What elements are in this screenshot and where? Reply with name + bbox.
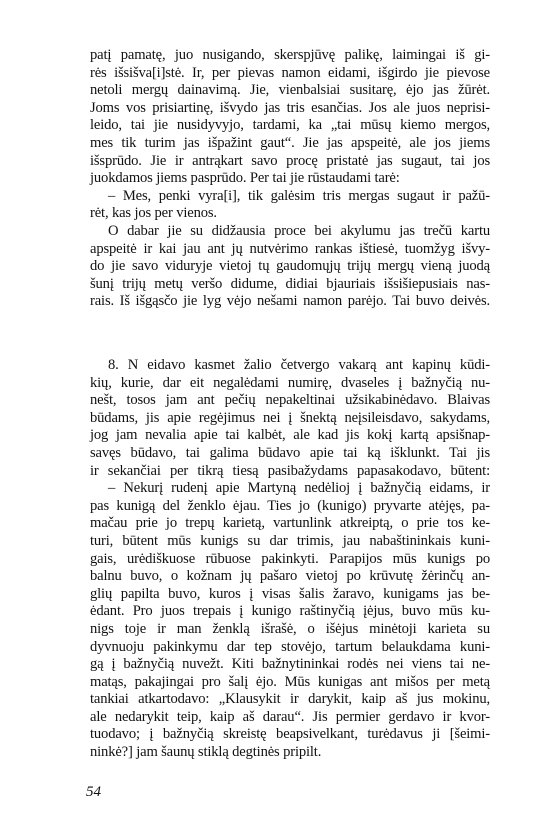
text-line: ninkė?] jam šaunų stiklą degtinės pripilt. xyxy=(90,744,322,761)
text-line: nigs toje ir man ženklą išrašė, o išėjus minėtoji karieta su xyxy=(90,620,490,637)
page-number: 54 xyxy=(86,784,101,800)
paragraph xyxy=(90,47,490,188)
text-line: išsprūdo. Jie ir antrąkart savo procę pristatė jas sugaut, tai jos xyxy=(90,152,490,169)
text-section-1 xyxy=(90,47,490,311)
text-line: ėdant. Pro juos trepais į kunigo raštinyčią įėjus, buvo mūs ku- xyxy=(90,603,490,620)
text-line: tuodavo; į bažnyčią skreistę beapsivelkant, turėdavus ji [šeimi- xyxy=(90,726,490,743)
text-line: – Mes, penki vyra[i], tik galėsim tris mergas sugaut ir pažū- xyxy=(108,187,490,204)
text-line: rėt, kas jos per vienos. xyxy=(90,205,217,222)
text-line: leido, tai jie nusidyvyjo, tardami, ka „tai mūsų kiemo mergos, xyxy=(90,117,490,134)
text-line: tankiai atkartodavo: „Klausykit ir darykit, kaip aš jus mokinu, xyxy=(90,691,490,708)
text-line: jog jam nevalia apie tai kalbėt, ale kad jis kokį kartą apsišnap- xyxy=(90,427,490,444)
text-line: matąs, pakajingai pro šalį ėjo. Mūs kunigas ant mišos per metą xyxy=(90,673,490,690)
text-line: mes tik turim jas išpažint gaut“. Jie jas apspeitė, ale jos jiems xyxy=(90,134,490,151)
text-section-2 xyxy=(90,357,490,762)
text-line: ale nedarykit teip, kaip aš darau“. Jis permier gerdavo ir kvor- xyxy=(90,708,490,725)
text-line: gais, urėdiškuose rūbuose pakinkyti. Parapijos mūs kunigs po xyxy=(90,550,490,567)
text-line: pas kunigą del ženklo ėjau. Ties jo (kunigo) pryvarte atėjęs, pa- xyxy=(90,497,490,514)
text-line: mačau prie jo trepų karietą, vartunlink atkreiptą, o prie tos ke- xyxy=(90,515,490,532)
text-line: turi, būtent mūs kunigs su dar trimis, jau nabaštininkais kuni- xyxy=(90,532,490,549)
text-line: dyvnuoju pakinkymu dar tep stovėjo, tartum belaukdama kuni- xyxy=(90,638,490,655)
text-line: O dabar jie su didžausia proce bei akylumu jas trečū kartu xyxy=(108,222,490,239)
text-line: 8. N eidavo kasmet žalio četvergo vakarą ant kapinų kūdi- xyxy=(108,357,490,373)
text-line: savęs būdavo, tai galima būdavo apie tai ką išklunkt. Tai jis xyxy=(90,444,490,461)
text-line: – Nekurį rudenį apie Martyną nedėlioj į bažnyčią eidams, ir xyxy=(108,480,490,497)
paragraph xyxy=(90,223,490,311)
text-line: patį pamatę, juo nusigando, skerspjūvę palikę, laimingai iš gi- xyxy=(90,47,490,63)
paragraph xyxy=(90,357,490,480)
text-line: šunį trijų metų veršo didume, didiai bjauriais išsišiepusiais nas- xyxy=(90,275,490,292)
text-line: kių, kurie, dar eit negalėdami numirę, dvaseles į bažnyčią nu- xyxy=(90,374,490,391)
text-line: rais. Iš išgąsčo jie lyg vėjo nešami namon parėjo. Tai buvo deivės. xyxy=(90,293,490,310)
text-line: nešt, tosos jam ant pečių nepakeltinai užsikabinėdavo. Blaivas xyxy=(90,392,490,409)
text-line: netoli mergų dainavimą. Jie, vienbalsiai susitarę, ėjo jas žūrėt. xyxy=(90,82,490,99)
text-line: balnu buvo, o kožnam jų pašaro vietoj po krūvutę žėrinčų an- xyxy=(90,568,490,585)
text-line: rės išsišva[i]stė. Ir, per pievas namon eidami, išgirdo jie pievose xyxy=(90,64,490,81)
text-line: Joms vos prisiartinę, išvydo jas tris esančias. Jos ale juos neprisi- xyxy=(90,99,490,116)
text-line: gą į bažnyčią nuvežt. Kiti bažnytininkai rodės nei viens tai ne- xyxy=(90,656,490,673)
text-line: būdams, jis apie regėjimus nei į šnektą neįsileisdavo, sakydams, xyxy=(90,409,490,426)
paragraph xyxy=(90,480,490,762)
text-line: apspeitė ir kai jau ant jų nutvėrimo rankas ištiesė, tuomžyg išvy- xyxy=(90,240,490,257)
text-line: do jie savo viduryje vietoj tų gaudomųjų trijų mergų vieną juodą xyxy=(90,258,490,275)
paragraph xyxy=(90,188,490,223)
text-line: glių papilta buvo, kuros į visas šalis žaravo, kunigams jas be- xyxy=(90,585,490,602)
text-line: ir sekančiai per tikrą tiesą pasibažydams papasakodavo, būtent: xyxy=(90,462,490,479)
text-line: juokdamos jiems pasprūdo. Per tai jie rūstaudami tarė: xyxy=(90,170,400,187)
